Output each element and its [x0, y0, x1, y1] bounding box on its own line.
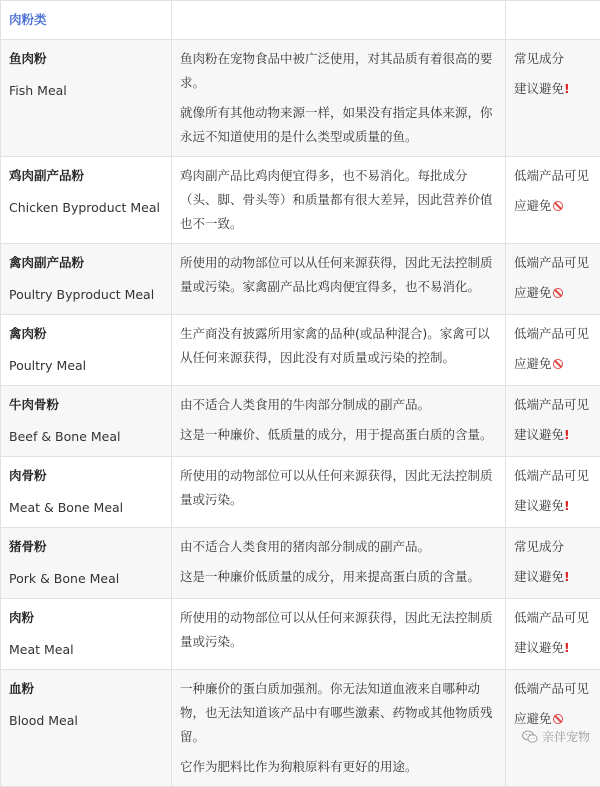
- rating-cell: [506, 315, 600, 386]
- rating-cell: [506, 157, 600, 244]
- ingredient-name-en: Meat & Bone Meal: [9, 496, 163, 520]
- no-entry-icon: [553, 288, 563, 298]
- description-paragraph: 由不适合人类食用的牛肉部分制成的副产品。: [180, 393, 497, 417]
- description-cell: [172, 528, 506, 599]
- ingredient-name-en: Meat Meal: [9, 638, 163, 662]
- description-paragraph: 就像所有其他动物来源一样，如果没有指定具体来源，你永远不知道使用的是什么类型或质量的鱼。: [180, 101, 497, 149]
- description-paragraph: 一种廉价的蛋白质加强剂。你无法知道血液来自哪种动物，也无法知道该产品中有哪些激素、药物或其他物质残留。: [180, 677, 497, 749]
- table-row: [1, 244, 600, 315]
- rating-advice-text: 建议避免: [514, 640, 564, 655]
- wechat-icon: [522, 730, 538, 744]
- ingredient-name-zh: 鱼肉粉: [9, 47, 163, 71]
- rating-advice: [514, 281, 593, 305]
- rating-frequency: 低端产品可见: [514, 393, 593, 417]
- rating-frequency: 低端产品可见: [514, 164, 593, 188]
- ingredient-name-zh: 肉骨粉: [9, 464, 163, 488]
- rating-advice: [514, 565, 593, 589]
- exclamation-icon: !: [564, 81, 570, 96]
- no-entry-icon: [553, 714, 563, 724]
- description-cell: [172, 315, 506, 386]
- table-row: [1, 599, 600, 670]
- description-cell: [172, 157, 506, 244]
- description-cell: [172, 386, 506, 457]
- description-paragraph: 所使用的动物部位可以从任何来源获得，因此无法控制质量或污染。家禽副产品比鸡肉便宜得多，也不易消化。: [180, 251, 497, 299]
- rating-advice-text: 应避免: [514, 198, 552, 213]
- ingredient-name-zh: 牛肉骨粉: [9, 393, 163, 417]
- rating-advice: [514, 77, 593, 101]
- ingredient-name-cell: [1, 244, 172, 315]
- category-header: 肉粉类: [1, 1, 172, 40]
- exclamation-icon: !: [564, 569, 570, 584]
- rating-advice-text: 应避免: [514, 356, 552, 371]
- description-cell: [172, 40, 506, 157]
- ingredient-name-zh: 鸡肉副产品粉: [9, 164, 163, 188]
- table-row: [1, 315, 600, 386]
- table-header-row: [1, 1, 600, 40]
- rating-advice-text: 建议避免: [514, 81, 564, 96]
- description-paragraph: 鸡肉副产品比鸡肉便宜得多，也不易消化。每批成分（头、脚、骨头等）和质量都有很大差异，因此营养价值也不一致。: [180, 164, 497, 236]
- no-entry-icon: [553, 201, 563, 211]
- header-empty-cell: [506, 1, 600, 40]
- ingredient-name-cell: [1, 315, 172, 386]
- description-cell: [172, 457, 506, 528]
- rating-cell: [506, 457, 600, 528]
- rating-cell: [506, 40, 600, 157]
- rating-advice: [514, 636, 593, 660]
- no-entry-icon: [553, 359, 563, 369]
- ingredient-name-cell: [1, 40, 172, 157]
- description-paragraph: 这是一种廉价、低质量的成分，用于提高蛋白质的含量。: [180, 423, 497, 447]
- exclamation-icon: !: [564, 427, 570, 442]
- description-paragraph: 这是一种廉价低质量的成分，用来提高蛋白质的含量。: [180, 565, 497, 589]
- rating-frequency: 低端产品可见: [514, 251, 593, 275]
- table-row: [1, 670, 600, 787]
- ingredient-name-zh: 肉粉: [9, 606, 163, 630]
- ingredient-name-en: Pork & Bone Meal: [9, 567, 163, 591]
- ingredient-name-en: Beef & Bone Meal: [9, 425, 163, 449]
- ingredient-name-cell: [1, 386, 172, 457]
- ingredient-name-en: Poultry Meal: [9, 354, 163, 378]
- ingredient-name-en: Blood Meal: [9, 709, 163, 733]
- description-paragraph: 它作为肥料比作为狗粮原料有更好的用途。: [180, 755, 497, 779]
- rating-cell: [506, 599, 600, 670]
- exclamation-icon: !: [564, 498, 570, 513]
- description-paragraph: 所使用的动物部位可以从任何来源获得，因此无法控制质量或污染。: [180, 606, 497, 654]
- ingredient-name-cell: [1, 528, 172, 599]
- rating-frequency: 低端产品可见: [514, 677, 593, 701]
- rating-frequency: 常见成分: [514, 535, 593, 559]
- rating-cell: [506, 244, 600, 315]
- ingredient-name-cell: [1, 599, 172, 670]
- table-row: [1, 528, 600, 599]
- description-paragraph: 由不适合人类食用的猪肉部分制成的副产品。: [180, 535, 497, 559]
- watermark-text: 亲伴宠物: [542, 728, 590, 745]
- ingredient-name-en: Poultry Byproduct Meal: [9, 283, 163, 307]
- rating-advice-text: 建议避免: [514, 569, 564, 584]
- rating-frequency: 低端产品可见: [514, 464, 593, 488]
- table-row: [1, 40, 600, 157]
- exclamation-icon: !: [564, 640, 570, 655]
- description-cell: [172, 244, 506, 315]
- ingredient-name-cell: [1, 157, 172, 244]
- rating-advice: [514, 352, 593, 376]
- ingredient-name-cell: [1, 457, 172, 528]
- ingredient-name-zh: 禽肉粉: [9, 322, 163, 346]
- rating-advice-text: 应避免: [514, 711, 552, 726]
- table-row: [1, 157, 600, 244]
- rating-cell: [506, 386, 600, 457]
- table-row: [1, 457, 600, 528]
- rating-frequency: 低端产品可见: [514, 606, 593, 630]
- ingredient-name-zh: 禽肉副产品粉: [9, 251, 163, 275]
- rating-frequency: 常见成分: [514, 47, 593, 71]
- rating-advice-text: 建议避免: [514, 498, 564, 513]
- description-cell: [172, 670, 506, 787]
- header-empty-cell: [172, 1, 506, 40]
- rating-advice: [514, 194, 593, 218]
- rating-advice-text: 应避免: [514, 285, 552, 300]
- rating-frequency: 低端产品可见: [514, 322, 593, 346]
- rating-cell: [506, 528, 600, 599]
- ingredient-name-en: Chicken Byproduct Meal: [9, 196, 163, 220]
- ingredient-name-zh: 猪骨粉: [9, 535, 163, 559]
- description-paragraph: 生产商没有披露所用家禽的品种(或品种混合)。家禽可以从任何来源获得，因此没有对质量或污染的控制。: [180, 322, 497, 370]
- ingredient-name-cell: [1, 670, 172, 787]
- description-paragraph: 所使用的动物部位可以从任何来源获得，因此无法控制质量或污染。: [180, 464, 497, 512]
- rating-advice: [514, 423, 593, 447]
- ingredient-name-zh: 血粉: [9, 677, 163, 701]
- rating-advice: [514, 494, 593, 518]
- rating-advice-text: 建议避免: [514, 427, 564, 442]
- table-row: [1, 386, 600, 457]
- description-cell: [172, 599, 506, 670]
- ingredient-name-en: Fish Meal: [9, 79, 163, 103]
- watermark: [522, 728, 590, 745]
- description-paragraph: 鱼肉粉在宠物食品中被广泛使用，对其品质有着很高的要求。: [180, 47, 497, 95]
